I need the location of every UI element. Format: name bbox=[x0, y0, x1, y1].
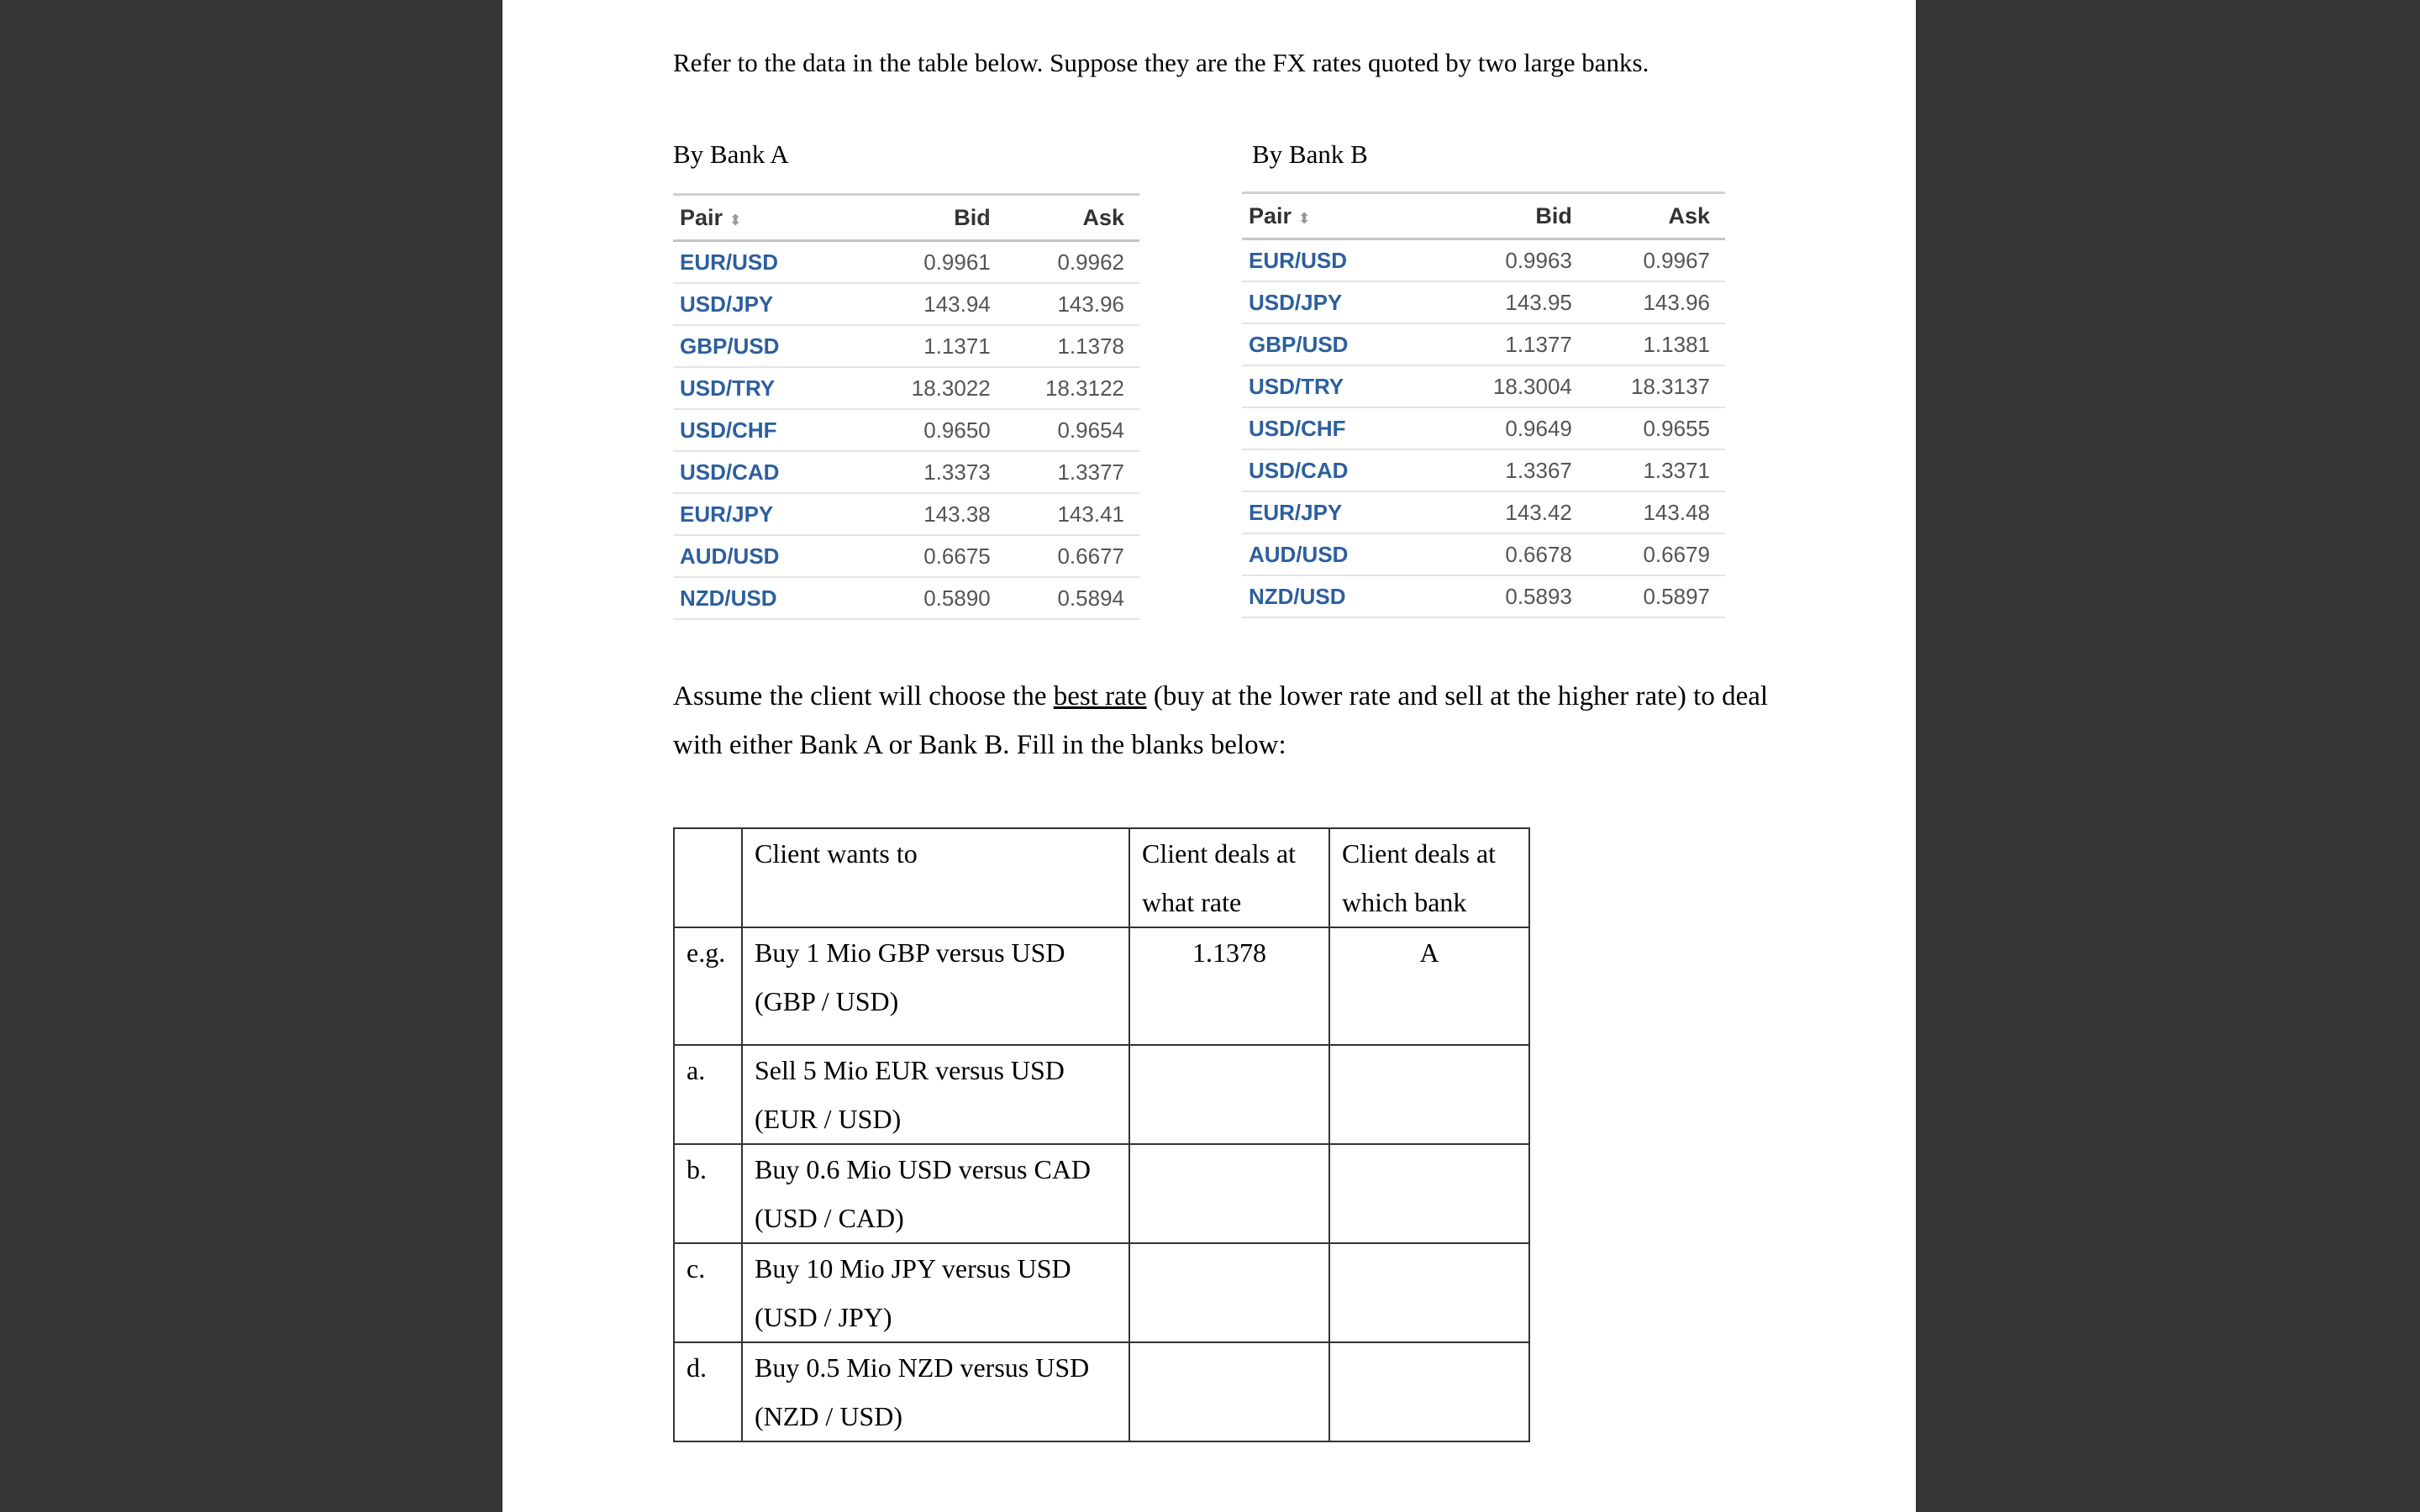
pair-cell[interactable]: GBP/USD bbox=[673, 325, 872, 367]
bid-cell: 0.9961 bbox=[872, 241, 1006, 284]
row-marker: d. bbox=[674, 1342, 742, 1441]
bid-cell: 0.9963 bbox=[1449, 239, 1587, 282]
fx-row bbox=[1242, 323, 1725, 365]
rate-header: Client deals at what rate bbox=[1129, 828, 1329, 927]
bid-cell: 0.6678 bbox=[1449, 533, 1587, 575]
ask-cell: 0.6677 bbox=[1006, 535, 1139, 577]
pair-cell[interactable]: USD/CHF bbox=[1242, 407, 1449, 449]
client-wants-cell bbox=[742, 927, 1129, 1045]
ask-cell: 143.48 bbox=[1587, 491, 1725, 533]
wants-line: Sell 5 Mio EUR versus USD bbox=[755, 1055, 1065, 1085]
pair-cell[interactable]: GBP/USD bbox=[1242, 323, 1449, 365]
ask-cell: 143.41 bbox=[1006, 493, 1139, 535]
pair-cell[interactable]: USD/JPY bbox=[1242, 281, 1449, 323]
bid-cell: 0.5893 bbox=[1449, 575, 1587, 617]
bid-cell: 143.94 bbox=[872, 283, 1006, 325]
bank-answer-cell[interactable] bbox=[1329, 1045, 1529, 1144]
pair-cell[interactable]: EUR/USD bbox=[1242, 239, 1449, 282]
row-marker: c. bbox=[674, 1243, 742, 1342]
fx-row bbox=[673, 409, 1139, 451]
bank-answer-cell[interactable]: A bbox=[1329, 927, 1529, 1045]
sort-icon: ⬍ bbox=[1297, 209, 1311, 227]
fx-row bbox=[1242, 365, 1725, 407]
pair-cell[interactable]: USD/TRY bbox=[1242, 365, 1449, 407]
bid-cell: 0.9649 bbox=[1449, 407, 1587, 449]
ask-cell: 143.96 bbox=[1006, 283, 1139, 325]
answer-table bbox=[673, 827, 1530, 1442]
client-wants-cell bbox=[742, 1243, 1129, 1342]
wants-line: Buy 0.5 Mio NZD versus USD bbox=[755, 1352, 1090, 1383]
bank-b-label: By Bank B bbox=[1252, 139, 1368, 169]
bid-cell: 1.1377 bbox=[1449, 323, 1587, 365]
fx-row bbox=[673, 367, 1139, 409]
bid-cell: 18.3022 bbox=[872, 367, 1006, 409]
ask-cell: 0.6679 bbox=[1587, 533, 1725, 575]
wants-pair: (GBP / USD) bbox=[755, 986, 899, 1016]
bank-a-table bbox=[673, 193, 1139, 620]
bid-header: Bid bbox=[1449, 193, 1587, 239]
bid-cell: 1.3367 bbox=[1449, 449, 1587, 491]
fx-row bbox=[1242, 281, 1725, 323]
ask-cell: 0.9654 bbox=[1006, 409, 1139, 451]
bid-header: Bid bbox=[872, 195, 1006, 241]
rate-answer-cell[interactable] bbox=[1129, 1045, 1329, 1144]
wants-pair: (USD / CAD) bbox=[755, 1203, 904, 1233]
pair-cell[interactable]: EUR/JPY bbox=[1242, 491, 1449, 533]
wants-header: Client wants to bbox=[742, 828, 1129, 927]
fx-row bbox=[673, 241, 1139, 284]
ask-cell: 143.96 bbox=[1587, 281, 1725, 323]
pair-cell[interactable]: USD/CHF bbox=[673, 409, 872, 451]
rate-answer-cell[interactable]: 1.1378 bbox=[1129, 927, 1329, 1045]
client-wants-cell bbox=[742, 1342, 1129, 1441]
answer-row bbox=[674, 1342, 1529, 1441]
bank-answer-cell[interactable] bbox=[1329, 1144, 1529, 1243]
fx-row bbox=[1242, 407, 1725, 449]
bid-cell: 1.3373 bbox=[872, 451, 1006, 493]
bid-cell: 0.5890 bbox=[872, 577, 1006, 619]
pair-cell[interactable]: AUD/USD bbox=[1242, 533, 1449, 575]
pair-header[interactable]: Pair ⬍ bbox=[1242, 193, 1449, 239]
pair-cell[interactable]: USD/CAD bbox=[673, 451, 872, 493]
row-marker: a. bbox=[674, 1045, 742, 1144]
ask-header: Ask bbox=[1006, 195, 1139, 241]
ask-cell: 1.3371 bbox=[1587, 449, 1725, 491]
document-page bbox=[502, 0, 1916, 1512]
wants-pair: (NZD / USD) bbox=[755, 1401, 902, 1431]
rate-answer-cell[interactable] bbox=[1129, 1144, 1329, 1243]
ask-cell: 0.9962 bbox=[1006, 241, 1139, 284]
row-marker: e.g. bbox=[674, 927, 742, 1045]
row-marker: b. bbox=[674, 1144, 742, 1243]
bank-answer-cell[interactable] bbox=[1329, 1342, 1529, 1441]
ask-cell: 0.5894 bbox=[1006, 577, 1139, 619]
ask-cell: 1.1378 bbox=[1006, 325, 1139, 367]
client-wants-cell bbox=[742, 1045, 1129, 1144]
ask-cell: 0.5897 bbox=[1587, 575, 1725, 617]
answer-header-row bbox=[674, 828, 1529, 927]
mark-header bbox=[674, 828, 742, 927]
answer-row bbox=[674, 1045, 1529, 1144]
ask-cell: 0.9967 bbox=[1587, 239, 1725, 282]
fx-row bbox=[1242, 239, 1725, 282]
pair-cell[interactable]: AUD/USD bbox=[673, 535, 872, 577]
ask-cell: 1.1381 bbox=[1587, 323, 1725, 365]
fx-row bbox=[673, 451, 1139, 493]
answer-row bbox=[674, 1243, 1529, 1342]
bid-cell: 143.38 bbox=[872, 493, 1006, 535]
wants-line: Buy 1 Mio GBP versus USD bbox=[755, 937, 1065, 968]
answer-row bbox=[674, 927, 1529, 1045]
rate-answer-cell[interactable] bbox=[1129, 1243, 1329, 1342]
pair-cell[interactable]: USD/JPY bbox=[673, 283, 872, 325]
pair-cell[interactable]: EUR/JPY bbox=[673, 493, 872, 535]
pair-cell[interactable]: EUR/USD bbox=[673, 241, 872, 284]
bank-header: Client deals at which bank bbox=[1329, 828, 1529, 927]
wants-pair: (EUR / USD) bbox=[755, 1104, 902, 1134]
sort-icon: ⬍ bbox=[729, 211, 742, 228]
bank-answer-cell[interactable] bbox=[1329, 1243, 1529, 1342]
fx-row bbox=[673, 493, 1139, 535]
bid-cell: 143.42 bbox=[1449, 491, 1587, 533]
bank-a-label: By Bank A bbox=[673, 139, 789, 169]
client-wants-cell bbox=[742, 1144, 1129, 1243]
ask-header: Ask bbox=[1587, 193, 1725, 239]
ask-cell: 0.9655 bbox=[1587, 407, 1725, 449]
fx-row bbox=[1242, 491, 1725, 533]
fx-row bbox=[1242, 533, 1725, 575]
fx-row bbox=[1242, 449, 1725, 491]
pair-cell[interactable]: USD/CAD bbox=[1242, 449, 1449, 491]
fx-row bbox=[673, 283, 1139, 325]
fx-row bbox=[673, 535, 1139, 577]
best-rate-underline: best rate bbox=[1053, 681, 1147, 711]
pair-cell[interactable]: NZD/USD bbox=[1242, 575, 1449, 617]
fx-row bbox=[1242, 575, 1725, 617]
wants-line: Buy 0.6 Mio USD versus CAD bbox=[755, 1154, 1092, 1184]
bid-cell: 143.95 bbox=[1449, 281, 1587, 323]
fx-row bbox=[673, 577, 1139, 619]
wants-line: Buy 10 Mio JPY versus USD bbox=[755, 1253, 1071, 1284]
wants-pair: (USD / JPY) bbox=[755, 1302, 892, 1332]
rate-answer-cell[interactable] bbox=[1129, 1342, 1329, 1441]
answer-row bbox=[674, 1144, 1529, 1243]
ask-cell: 18.3137 bbox=[1587, 365, 1725, 407]
ask-cell: 18.3122 bbox=[1006, 367, 1139, 409]
pair-header[interactable]: Pair ⬍ bbox=[673, 195, 872, 241]
bid-cell: 18.3004 bbox=[1449, 365, 1587, 407]
instruction-paragraph: Assume the client will choose the best rate (buy at the lower rate and sell at the higher rate) to deal with either Bank A or Bank B. Fill in the blanks below: bbox=[673, 681, 1769, 760]
bid-cell: 1.1371 bbox=[872, 325, 1006, 367]
bank-b-table bbox=[1242, 192, 1725, 618]
pair-cell[interactable]: NZD/USD bbox=[673, 577, 872, 619]
pair-cell[interactable]: USD/TRY bbox=[673, 367, 872, 409]
bid-cell: 0.9650 bbox=[872, 409, 1006, 451]
fx-row bbox=[673, 325, 1139, 367]
bid-cell: 0.6675 bbox=[872, 535, 1006, 577]
intro-text: Refer to the data in the table below. Suppose they are the FX rates quoted by two large banks. bbox=[673, 48, 1649, 77]
ask-cell: 1.3377 bbox=[1006, 451, 1139, 493]
